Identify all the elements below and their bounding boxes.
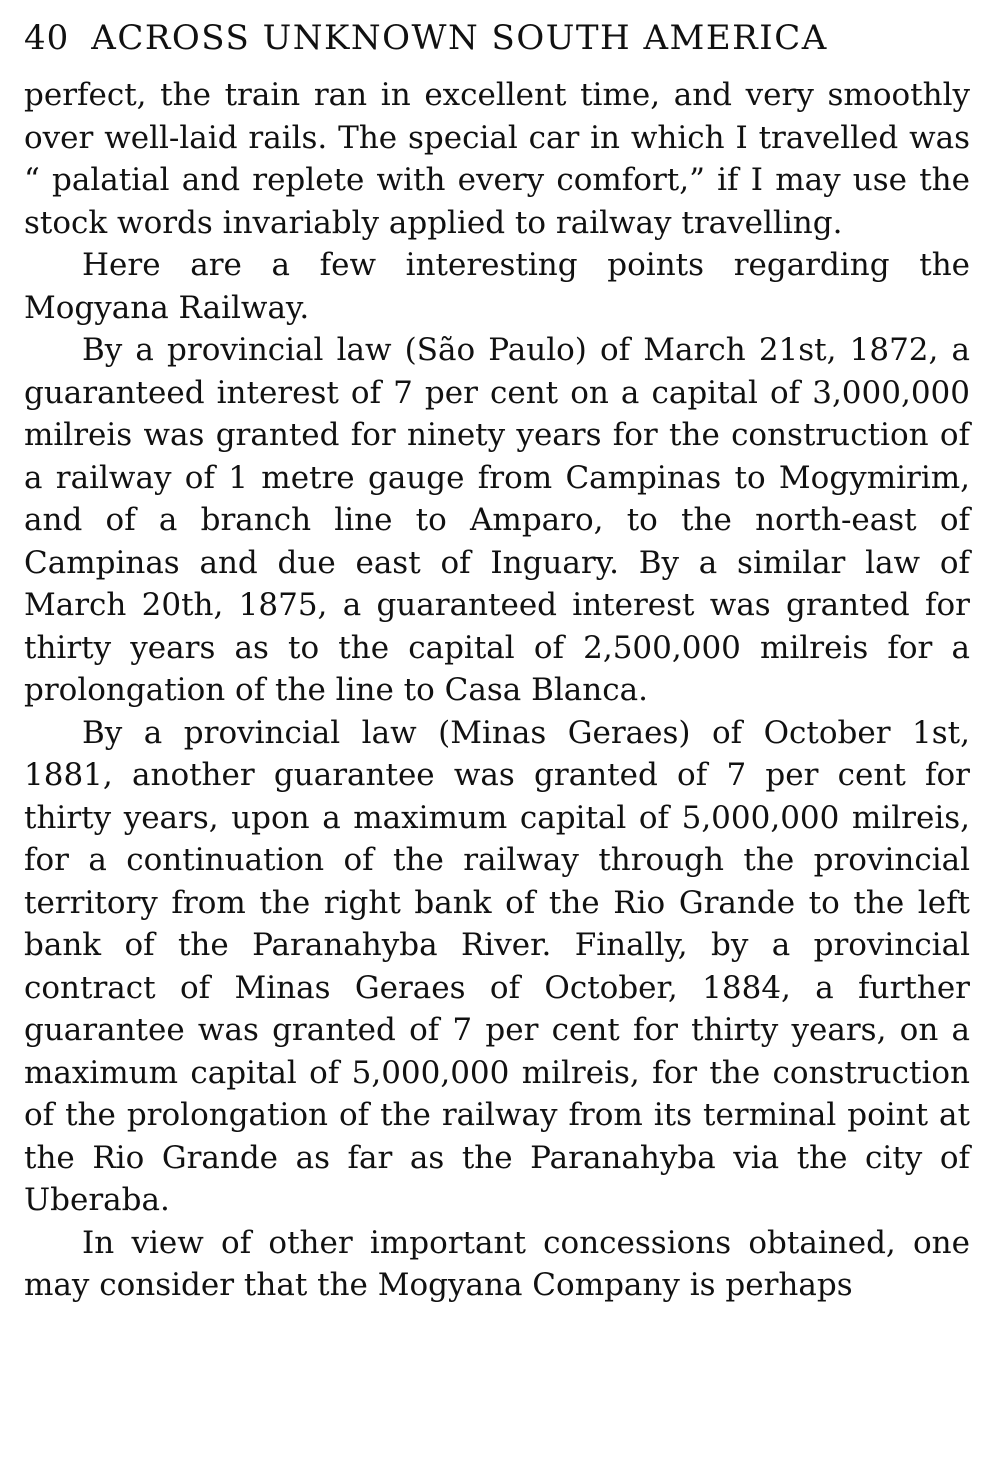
book-page <box>24 18 970 1458</box>
paragraph-sao-paulo-law: By a provincial law (São Paulo) of March 21st, 1872, a guaranteed interest of 7 per cent on a capital of 3,000,000 milreis was granted for ninety years for the construction of a railway of 1 metre gauge from Campinas to Mogymirim, and of a branch line to Amparo, to the north-east of Campinas and due east of Inguary. By a similar law of March 20th, 1875, a guaranteed interest was granted for thirty years as to the capital of 2,500,000 milreis for a prolongation of the line to Casa Blanca. <box>24 332 970 708</box>
running-head <box>24 18 970 74</box>
page-number: 40 <box>24 18 70 58</box>
body-text <box>24 74 970 1307</box>
paragraph-minas-geraes-law: By a provincial law (Minas Geraes) of October 1st, 1881, another guarantee was granted of 7 per cent for thirty years, upon a maximum capital of 5,000,000 milreis, for a continuation of the railway through the provincial territory from the right bank of the Rio Grande to the left bank of the Paranahyba River. Finally, by a provincial contract of Minas Geraes of October, 1884, a further guarantee was granted of 7 per cent for thirty years, on a maximum capital of 5,000,000 milreis, for the construction of the prolongation of the railway from its terminal point at the Rio Grande as far as the Paranahyba via the city of Uberaba. <box>24 714 970 1218</box>
paragraph-concessions: In view of other important concessions obtained, one may consider that the Mogyana Company is perhaps <box>24 1224 970 1303</box>
running-title: ACROSS UNKNOWN SOUTH AMERICA <box>91 18 828 58</box>
paragraph-mogyana-intro: Here are a few interesting points regarding the Mogyana Railway. <box>24 247 970 326</box>
paragraph-continuation: perfect, the train ran in excellent time, and very smoothly over well-laid rails. The special car in which I travelled was “ palatial and replete with every comfort,” if I may use the stock words invariably applied to railway travelling. <box>24 77 970 241</box>
